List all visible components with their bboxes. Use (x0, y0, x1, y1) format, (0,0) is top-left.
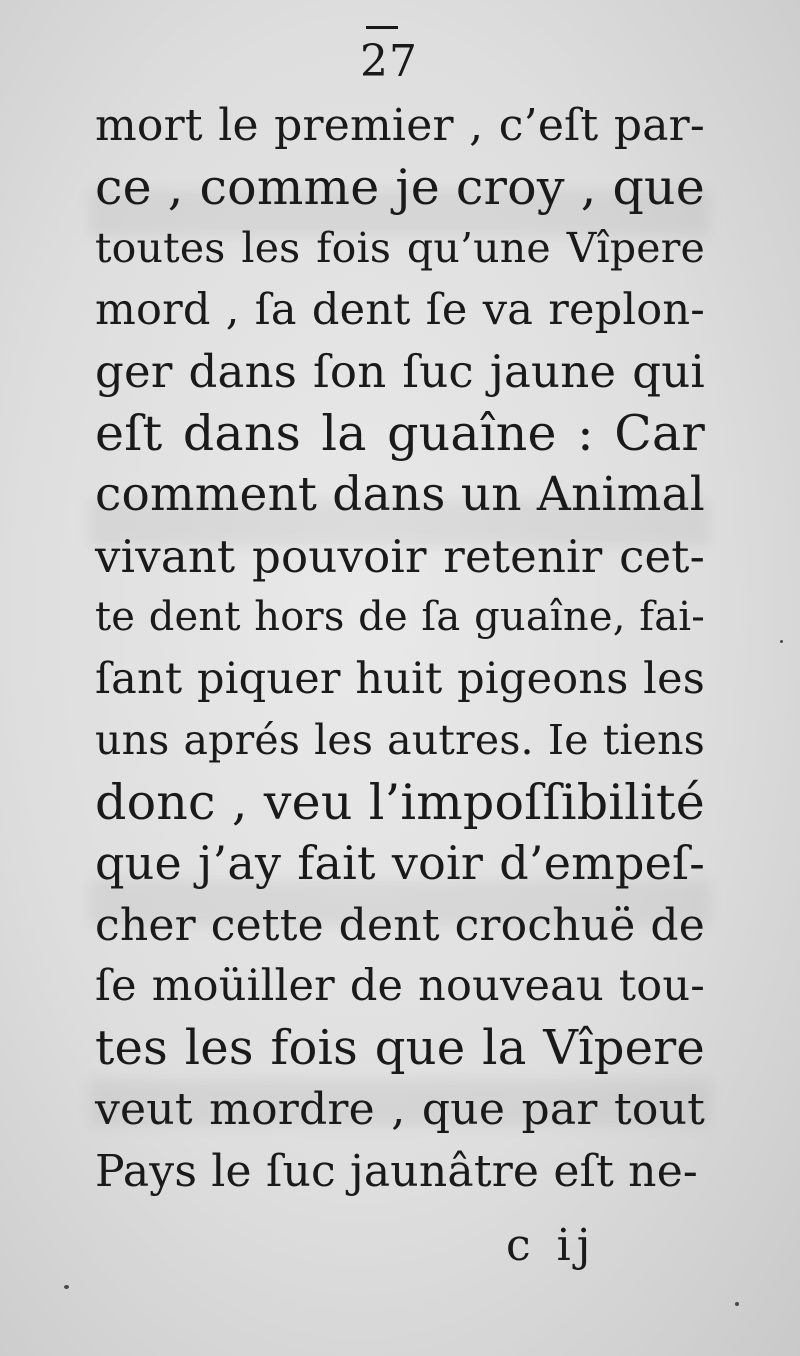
text-line: comment dans un Animal (95, 467, 705, 522)
text-line: donc , veu l’impoſſibilité (95, 773, 705, 831)
text-line: veut mordre , que par tout (95, 1084, 705, 1135)
text-line: ſant piquer huit pigeons les (95, 653, 705, 704)
signature-mark: c ij (506, 1220, 597, 1271)
text-line: ſe moüiller de nouveau tou- (95, 961, 705, 1011)
text-line: cher cette dent crochuë de (95, 899, 705, 951)
page-number: 27 (360, 36, 418, 87)
text-line: uns aprés les autres. Ie tiens (95, 716, 705, 764)
body-text (95, 95, 705, 1202)
text-line: ger dans ſon ſuc jaune qui (95, 345, 705, 398)
text-line: que j’ay fait voir d’empeſ- (95, 836, 705, 890)
text-line: mord , ſa dent ſe va replon- (95, 284, 705, 335)
text-line: te dent hors de ſa guaîne, fai- (95, 594, 705, 640)
text-line: toutes les fois qu’une Vîpere (95, 224, 705, 272)
header-rule (366, 26, 398, 29)
paper-speck (780, 640, 783, 643)
text-line: eſt dans la guaîne : Car (95, 404, 705, 462)
paper-speck (64, 1285, 69, 1289)
paper-speck (735, 1302, 739, 1306)
text-line: vivant pouvoir retenir cet- (95, 529, 705, 583)
text-line: tes les fois que la Vîpere (95, 1019, 705, 1076)
text-line: Pays le ſuc jaunâtre eſt ne- (95, 1145, 698, 1197)
text-line: ce , comme je croy , que (95, 158, 705, 216)
text-line: mort le premier , c’eſt par- (95, 100, 705, 151)
